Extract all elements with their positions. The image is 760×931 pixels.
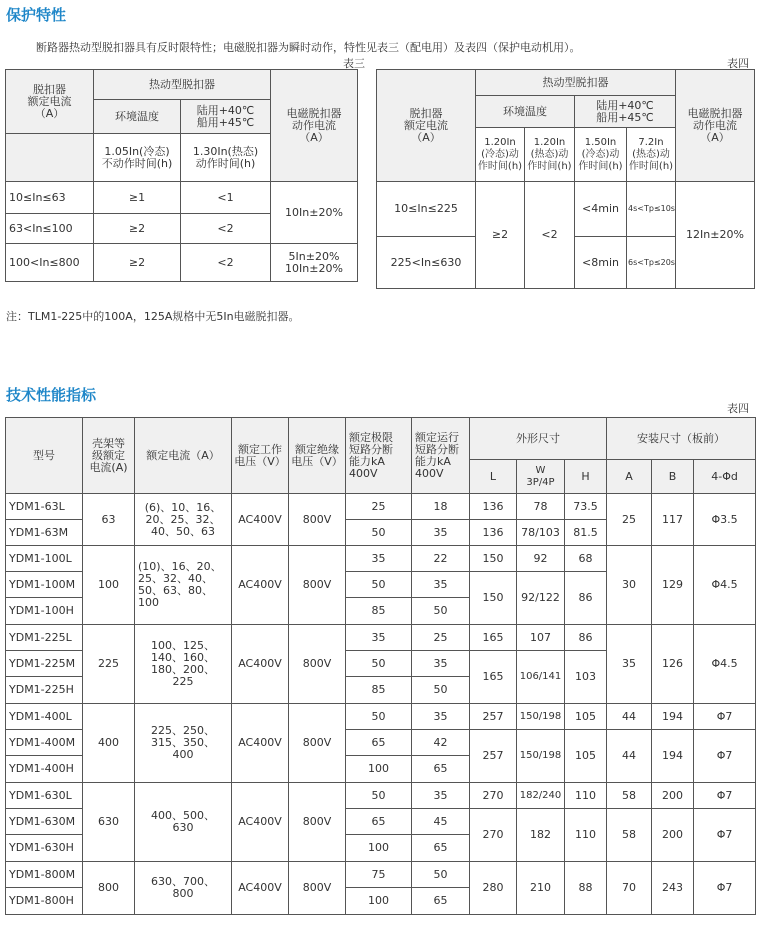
t3-h-env-val: 陆用+40℃ 船用+45℃ (181, 100, 271, 134)
ics-cell: 18 (412, 494, 470, 520)
dim-L: 270 (470, 783, 517, 809)
dim-H: 105 (565, 730, 607, 783)
voltage-cell: AC400V (232, 783, 289, 862)
mount-A: 44 (607, 730, 652, 783)
ics-cell: 35 (412, 572, 470, 598)
model-cell: YDM1-63M (6, 520, 83, 546)
t4-c2: <2 (525, 182, 575, 289)
mount-D: Φ3.5 (694, 494, 756, 546)
ics-cell: 50 (412, 598, 470, 625)
t3-r3-current: 100<In≤800 (6, 244, 94, 282)
t3-h-c2: 1.30In(热态) 动作时间(h) (181, 134, 271, 182)
ics-cell: 50 (412, 862, 470, 888)
model-cell: YDM1-225L (6, 625, 83, 651)
voltage-cell: AC400V (232, 704, 289, 783)
ph-W: W 3P/4P (517, 460, 565, 494)
protection-heading: 保护特性 (6, 6, 67, 24)
t4-r2-c4: 6s<Tp≤20s (627, 237, 676, 289)
ics-cell: 22 (412, 546, 470, 572)
dim-L: 136 (470, 494, 517, 520)
dim-H: 68 (565, 546, 607, 572)
mount-D: Φ7 (694, 862, 756, 915)
t4-h-thermal: 热动型脱扣器 (476, 70, 676, 96)
ics-cell: 65 (412, 888, 470, 915)
t4-h-c1: 1.20In (冷态)动 作时间(h) (476, 128, 525, 182)
currents-cell: 100、125、 140、160、 180、200、 225 (135, 625, 232, 704)
model-cell: YDM1-63L (6, 494, 83, 520)
voltage-cell: AC400V (232, 494, 289, 546)
ics-cell: 35 (412, 783, 470, 809)
frame-cell: 800 (83, 862, 135, 915)
icu-cell: 100 (346, 835, 412, 862)
dim-L: 150 (470, 546, 517, 572)
ph-dims: 外形尺寸 (470, 418, 607, 460)
mount-B: 194 (652, 704, 694, 730)
t4-r1-current: 10≤In≤225 (377, 182, 476, 237)
dim-W: 210 (517, 862, 565, 915)
frame-cell: 63 (83, 494, 135, 546)
model-cell: YDM1-400M (6, 730, 83, 756)
model-cell: YDM1-630L (6, 783, 83, 809)
dim-L: 257 (470, 730, 517, 783)
t3-h-c1: 1.05In(冷态) 不动作时间(h) (94, 134, 181, 182)
dim-W: 150/198 (517, 730, 565, 783)
mount-D: Φ7 (694, 783, 756, 809)
model-cell: YDM1-400L (6, 704, 83, 730)
mount-A: 58 (607, 809, 652, 862)
ics-cell: 65 (412, 835, 470, 862)
mount-D: Φ4.5 (694, 546, 756, 625)
model-cell: YDM1-100M (6, 572, 83, 598)
t3-r2-c1: ≥2 (94, 214, 181, 244)
model-cell: YDM1-400H (6, 756, 83, 783)
dim-W: 78/103 (517, 520, 565, 546)
dim-H: 88 (565, 862, 607, 915)
table-4 (376, 69, 755, 289)
ics-cell: 35 (412, 704, 470, 730)
mount-A: 30 (607, 546, 652, 625)
dim-H: 110 (565, 809, 607, 862)
dim-L: 270 (470, 809, 517, 862)
t4-h-em: 电磁脱扣器 动作电流 （A） (676, 70, 755, 182)
dim-L: 165 (470, 625, 517, 651)
icu-cell: 65 (346, 730, 412, 756)
ics-cell: 45 (412, 809, 470, 835)
t3-em1: 10In±20% (271, 182, 358, 244)
ph-B: B (652, 460, 694, 494)
model-cell: YDM1-630M (6, 809, 83, 835)
t3-r1-c2: <1 (181, 182, 271, 214)
ph-icu: 额定极限 短路分断 能力kA 400V (346, 418, 412, 494)
icu-cell: 35 (346, 625, 412, 651)
voltage-cell: AC400V (232, 546, 289, 625)
model-cell: YDM1-800H (6, 888, 83, 915)
t3-r1-current: 10≤In≤63 (6, 182, 94, 214)
t3-r3-c1: ≥2 (94, 244, 181, 282)
dim-L: 165 (470, 651, 517, 704)
t3-h-current: 脱扣器 额定电流 （A） (6, 70, 94, 134)
dim-L: 280 (470, 862, 517, 915)
t3-h-env: 环境温度 (94, 100, 181, 134)
ph-ics: 额定运行 短路分断 能力kA 400V (412, 418, 470, 494)
ph-L: L (470, 460, 517, 494)
model-cell: YDM1-630H (6, 835, 83, 862)
table3-caption: 表三 (343, 57, 365, 70)
t4-h-c4: 7.2In (热态)动 作时间(h) (627, 128, 676, 182)
t3-r2-current: 63<In≤100 (6, 214, 94, 244)
ph-model: 型号 (6, 418, 83, 494)
ph-A: A (607, 460, 652, 494)
t4-h-c3: 1.50In (冷态)动 作时间(h) (575, 128, 627, 182)
currents-cell: 225、250、 315、350、 400 (135, 704, 232, 783)
frame-cell: 225 (83, 625, 135, 704)
currents-cell: 400、500、 630 (135, 783, 232, 862)
mount-B: 243 (652, 862, 694, 915)
t3-r3-c2: <2 (181, 244, 271, 282)
insulation-cell: 800V (289, 704, 346, 783)
dim-W: 182/240 (517, 783, 565, 809)
mount-B: 129 (652, 546, 694, 625)
protection-note: 注：TLM1-225中的100A，125A规格中无5In电磁脱扣器。 (6, 310, 300, 323)
t4-h-env: 环境温度 (476, 96, 575, 128)
performance-caption: 表四 (727, 402, 749, 415)
icu-cell: 50 (346, 704, 412, 730)
mount-B: 117 (652, 494, 694, 546)
dim-L: 150 (470, 572, 517, 625)
mount-A: 44 (607, 704, 652, 730)
icu-cell: 100 (346, 756, 412, 783)
icu-cell: 50 (346, 572, 412, 598)
t4-h-env-val: 陆用+40℃ 船用+45℃ (575, 96, 676, 128)
model-cell: YDM1-225H (6, 677, 83, 704)
t3-r2-c2: <2 (181, 214, 271, 244)
frame-cell: 100 (83, 546, 135, 625)
dim-L: 257 (470, 704, 517, 730)
currents-cell: 630、700、 800 (135, 862, 232, 915)
dim-H: 105 (565, 704, 607, 730)
dim-H: 86 (565, 572, 607, 625)
performance-table (5, 417, 756, 915)
icu-cell: 50 (346, 783, 412, 809)
currents-cell: (10)、16、20、 25、32、40、 50、63、80、 100 (135, 546, 232, 625)
t3-h-em: 电磁脱扣器 动作电流 （A） (271, 70, 358, 182)
t4-r1-c3: <4min (575, 182, 627, 237)
dim-H: 110 (565, 783, 607, 809)
mount-A: 58 (607, 783, 652, 809)
mount-A: 35 (607, 625, 652, 704)
mount-D: Φ7 (694, 704, 756, 730)
frame-cell: 400 (83, 704, 135, 783)
dim-W: 92 (517, 546, 565, 572)
dim-W: 182 (517, 809, 565, 862)
dim-H: 103 (565, 651, 607, 704)
t4-r2-c3: <8min (575, 237, 627, 289)
protection-intro: 断路器热动型脱扣器具有反时限特性；电磁脱扣器为瞬时动作，特性见表三（配电用）及表四（保护电动机用）。 (36, 41, 581, 54)
icu-cell: 100 (346, 888, 412, 915)
dim-L: 136 (470, 520, 517, 546)
dim-W: 150/198 (517, 704, 565, 730)
icu-cell: 35 (346, 546, 412, 572)
icu-cell: 50 (346, 651, 412, 677)
ph-D: 4-Φd (694, 460, 756, 494)
ph-mount: 安装尺寸（板前） (607, 418, 756, 460)
t4-r2-current: 225<In≤630 (377, 237, 476, 289)
ph-voltage: 额定工作 电压（V） (232, 418, 289, 494)
currents-cell: (6)、10、16、 20、25、32、 40、50、63 (135, 494, 232, 546)
t4-c1: ≥2 (476, 182, 525, 289)
ics-cell: 65 (412, 756, 470, 783)
mount-B: 200 (652, 809, 694, 862)
mount-A: 70 (607, 862, 652, 915)
voltage-cell: AC400V (232, 862, 289, 915)
t3-em2: 5In±20% 10In±20% (271, 244, 358, 282)
t4-h-c2: 1.20In (热态)动 作时间(h) (525, 128, 575, 182)
dim-W: 92/122 (517, 572, 565, 625)
mount-A: 25 (607, 494, 652, 546)
mount-B: 126 (652, 625, 694, 704)
insulation-cell: 800V (289, 625, 346, 704)
table-3 (5, 69, 358, 282)
model-cell: YDM1-225M (6, 651, 83, 677)
ics-cell: 35 (412, 520, 470, 546)
icu-cell: 50 (346, 520, 412, 546)
icu-cell: 85 (346, 598, 412, 625)
mount-D: Φ7 (694, 730, 756, 783)
ph-H: H (565, 460, 607, 494)
dim-W: 107 (517, 625, 565, 651)
insulation-cell: 800V (289, 783, 346, 862)
t3-h-thermal: 热动型脱扣器 (94, 70, 271, 100)
model-cell: YDM1-100L (6, 546, 83, 572)
ph-frame: 壳架等 级额定 电流(A) (83, 418, 135, 494)
insulation-cell: 800V (289, 494, 346, 546)
icu-cell: 85 (346, 677, 412, 704)
dim-W: 106/141 (517, 651, 565, 704)
ph-rated-current: 额定电流（A） (135, 418, 232, 494)
icu-cell: 75 (346, 862, 412, 888)
ics-cell: 50 (412, 677, 470, 704)
icu-cell: 25 (346, 494, 412, 520)
t3-r1-c1: ≥1 (94, 182, 181, 214)
mount-D: Φ7 (694, 809, 756, 862)
dim-H: 81.5 (565, 520, 607, 546)
t4-h-current: 脱扣器 额定电流 （A） (377, 70, 476, 182)
mount-B: 194 (652, 730, 694, 783)
model-cell: YDM1-100H (6, 598, 83, 625)
performance-heading: 技术性能指标 (6, 386, 97, 404)
insulation-cell: 800V (289, 862, 346, 915)
dim-H: 86 (565, 625, 607, 651)
dim-W: 78 (517, 494, 565, 520)
dim-H: 73.5 (565, 494, 607, 520)
ph-insulation: 额定绝缘 电压（V） (289, 418, 346, 494)
ics-cell: 42 (412, 730, 470, 756)
insulation-cell: 800V (289, 546, 346, 625)
ics-cell: 35 (412, 651, 470, 677)
mount-D: Φ4.5 (694, 625, 756, 704)
t4-em: 12In±20% (676, 182, 755, 289)
table4-caption: 表四 (727, 57, 749, 70)
model-cell: YDM1-800M (6, 862, 83, 888)
ics-cell: 25 (412, 625, 470, 651)
frame-cell: 630 (83, 783, 135, 862)
icu-cell: 65 (346, 809, 412, 835)
voltage-cell: AC400V (232, 625, 289, 704)
mount-B: 200 (652, 783, 694, 809)
t4-r1-c4: 4s<Tp≤10s (627, 182, 676, 237)
